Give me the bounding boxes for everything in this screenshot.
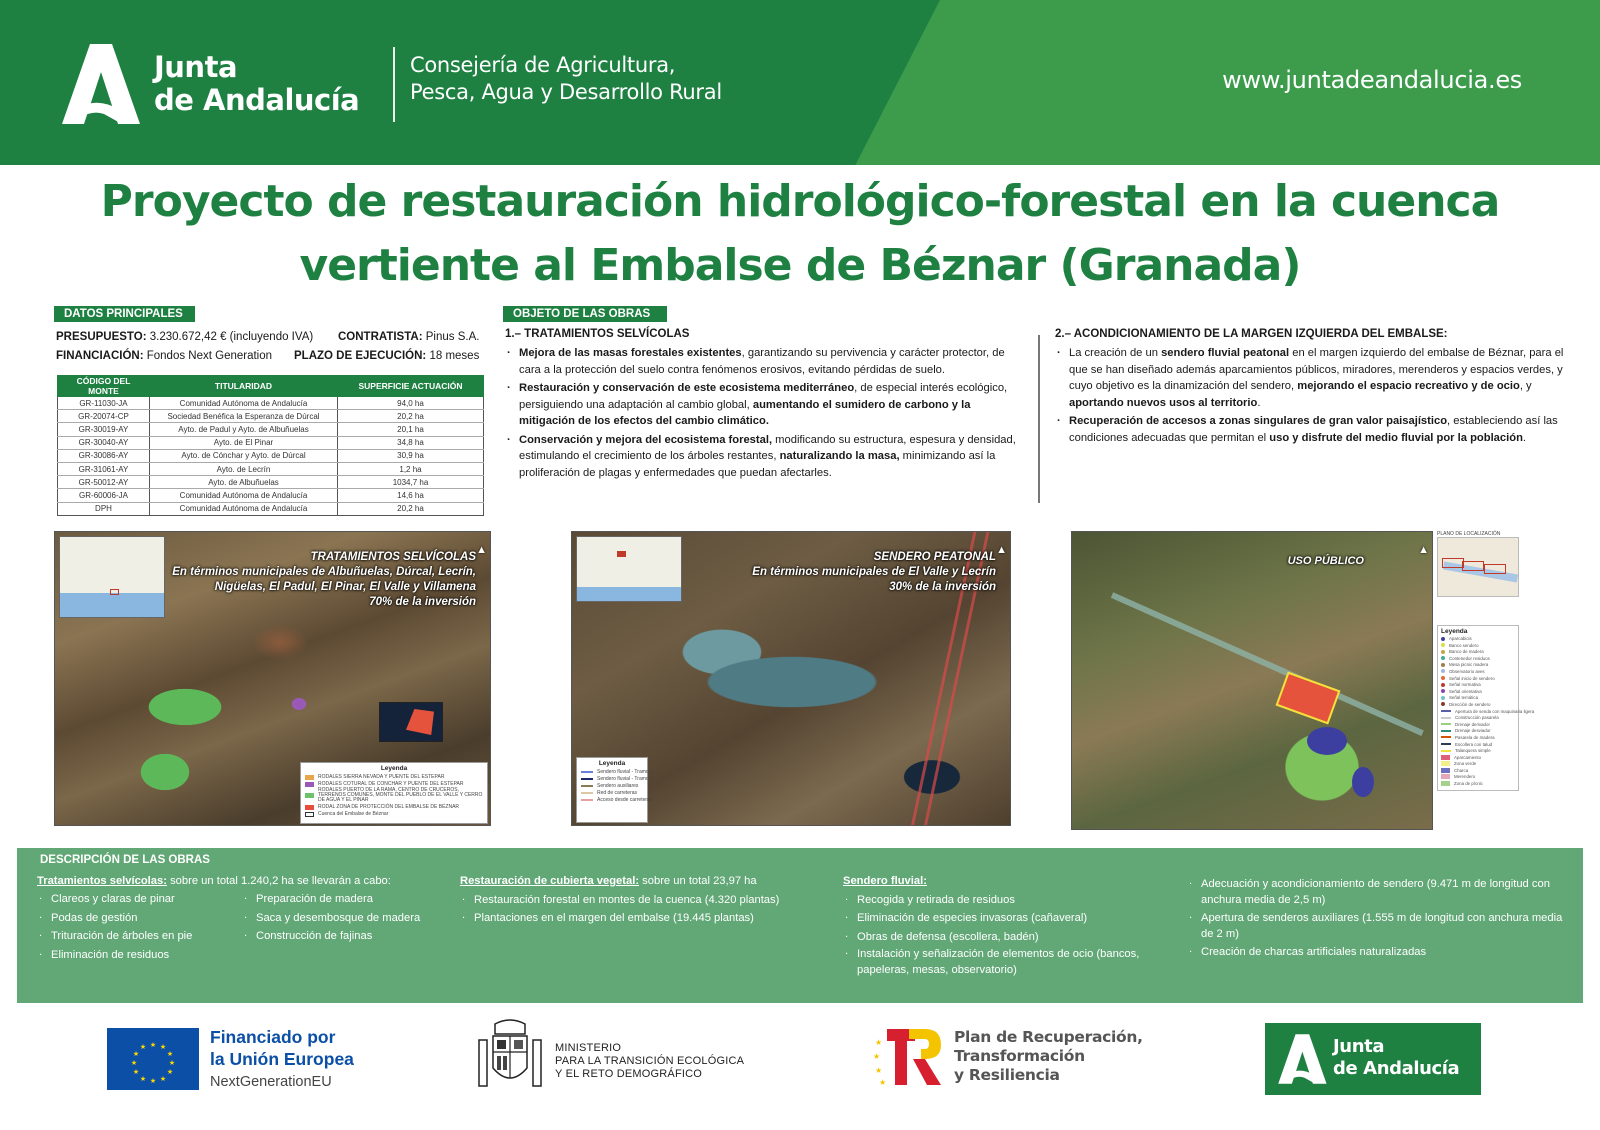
river-path [1111, 592, 1424, 736]
svg-text:★: ★ [159, 1075, 167, 1083]
list-item: . Podas de gestión [37, 909, 237, 928]
plazo-ejecucion: PLAZO DE EJECUCIÓN: 18 meses [294, 350, 480, 362]
col-superficie: SUPERFICIE ACTUACIÓN [338, 376, 484, 397]
svg-text:★: ★ [132, 1068, 140, 1076]
map-3-legend: Leyenda Aparcabicis Banco sendero Banco de madera Contenedor residuos Mesa picnic madera Observatorio aves Señal inicio de sendero Señal normativa Señal orientativa Señal temática Dirección de sendero Apertura de senda con maquinaria ligera Construcción pasarela Drenaje derivador Drenaje desviador Pasarela de madera Escollera con talud Talanquera simple Aparcamiento Zona verde Charca Merendero Zona de pícnic [1437, 625, 1519, 791]
logo-line-2: de Andalucía [154, 83, 360, 117]
table-row: GR-30019-AY Ayto. de Padul y Ayto. de Albuñuelas 20,1 ha [58, 423, 484, 436]
map-sendero-peatonal [571, 531, 1011, 826]
financiacion: FINANCIACIÓN: Fondos Next Generation [56, 350, 273, 362]
map-1-legend: Leyenda RODALES SIERRA NEVADA Y PUENTE DEL ESTEPAR RODALES COTURAL DE CONCHAR Y PUENTE DEL ESTEPAR RODALES PUERTO DE LA RAMA, CENTRO DE CRUCEROS, TERRENOS COMUNES, MONTE DEL PUEBLO DE EL VALLE Y CERRO DE AGUA Y EL PINAR RODAL ZONA DE PROTECCIÓN DEL EMBALSE DE BÉZNAR Cuenca del Embalse de Béznar [300, 762, 488, 824]
location-plan-map [1437, 537, 1519, 597]
website-url: www.juntadeandalucia.es [1222, 66, 1522, 94]
svg-text:★: ★ [166, 1068, 174, 1076]
map-3-caption: USO PÚBLICO [1287, 555, 1364, 567]
eu-flag-icon [107, 1028, 199, 1090]
list-item: . Obras de defensa (escollera, badén) [843, 928, 1163, 947]
table-row: GR-30040-AY Ayto. de El Pinar 34,8 ha [58, 436, 484, 449]
ministerio-text: MINISTERIO PARA LA TRANSICIÓN ECOLÓGICA Y EL RETO DEMOGRÁFICO [555, 1042, 745, 1080]
table-row: GR-50012-AY Ayto. de Albuñuelas 1034,7 ha [58, 476, 484, 489]
list-item: . Eliminación de residuos [37, 946, 237, 965]
sendero-column: Sendero fluvial: . Recogida y retirada de residuos . Eliminación de especies invasoras (cañaveral) . Obras de defensa (escollera, badén) . Instalación y señalización de elementos de ocio (bancos, papeleras, mesas, observatorio) [843, 872, 1163, 980]
list-item: . Conservación y mejora del ecosistema forestal, modificando su estructura, espesura y densidad, estimulando el crecimiento de los árboles restantes, naturalizando la masa, minimizando así la proliferación de plagas y enfermedades que puedan afectarles. [505, 432, 1025, 482]
title-line-1: Proyecto de restauración hidrológico-forestal en la cuenca [100, 176, 1500, 227]
north-arrow-icon: ▲ [476, 544, 487, 556]
junta-andalucia-logo [60, 44, 359, 124]
location-inset-map [59, 536, 165, 618]
location-inset-map [576, 536, 682, 602]
descripcion-obras-band [17, 848, 1583, 1003]
list-item: . Creación de charcas artificiales naturalizadas [1187, 944, 1572, 960]
list-item: . Restauración y conservación de este ecosistema mediterráneo, de especial interés ecológico, persiguiendo una adaptación al cambio global, aumentando el sumidero de carbono y la mitigación de los efectos del cambio climático. [505, 380, 1025, 430]
svg-text:★: ★ [130, 1059, 138, 1067]
map-1-caption: TRATAMIENTOS SELVÍCOLAS En términos municipales de Albuñuelas, Dúrcal, Lecrín, Nigüelas, El Padul, El Pinar, El Valle y Villamena 70% de la inversión [172, 551, 476, 608]
north-arrow-icon: ▲ [1418, 544, 1429, 556]
consejeria-name [410, 52, 722, 106]
list-item: . Saca y desembosque de madera [242, 909, 472, 928]
parking-area [1276, 672, 1341, 725]
list-item: . Recogida y retirada de residuos [843, 891, 1163, 910]
montes-table [57, 375, 484, 516]
table-row: GR-30086-AY Ayto. de Cónchar y Ayto. de Dúrcal 30,9 ha [58, 449, 484, 462]
datos-principales-tag: DATOS PRINCIPALES [54, 306, 195, 322]
table-row: GR-60006-JA Comunidad Autónoma de Andalucía 14,6 ha [58, 489, 484, 502]
list-item: . Trituración de árboles en pie [37, 927, 237, 946]
location-plan: PLANO DE LOCALIZACIÓN [1437, 531, 1519, 597]
list-item: . Adecuación y acondicionamiento de sendero (9.471 m de longitud con anchura media de 2,5 m) [1187, 876, 1572, 908]
list-item: . Plantaciones en el margen del embalse (19.445 plantas) [460, 909, 840, 928]
junta-a-logo-icon [1277, 1034, 1329, 1086]
pond [1307, 727, 1347, 755]
table-row: GR-31061-AY Ayto. de Lecrín 1,2 ha [58, 462, 484, 475]
descripcion-heading: DESCRIPCIÓN DE LAS OBRAS [40, 854, 210, 866]
consejeria-line-1: Consejería de Agricultura, [410, 53, 676, 77]
svg-text:★: ★ [159, 1043, 167, 1051]
svg-text:★: ★ [879, 1078, 887, 1087]
column-divider [1038, 335, 1040, 503]
table-row: GR-11030-JA Comunidad Autónoma de Andalucía 94,0 ha [58, 397, 484, 410]
svg-text:★: ★ [132, 1050, 140, 1058]
svg-text:★: ★ [875, 1066, 883, 1075]
col-codigo: CÓDIGO DEL MONTE [58, 376, 150, 397]
presupuesto: PRESUPUESTO: 3.230.672,42 € (incluyendo IVA) [56, 331, 314, 343]
header-divider [393, 47, 395, 122]
list-item: . Restauración forestal en montes de la cuenca (4.320 plantas) [460, 891, 840, 910]
junta-andalucia-footer-logo: Junta de Andalucía [1265, 1023, 1481, 1095]
list-item: . Mejora de las masas forestales existentes, garantizando su pervivencia y carácter protector, de cara a la protección del suelo contra fenómenos erosivos, evitando pérdidas de suelo. [505, 345, 1025, 378]
map-2-legend: Leyenda Sendero fluvial - Tramo 1 Sendero fluvial - Tramo 2 Sendero auxiliares Red de carreteras Acceso desde carreteras [576, 757, 648, 823]
svg-text:★: ★ [873, 1052, 881, 1061]
svg-text:★: ★ [149, 1077, 157, 1085]
list-item: . Construcción de fajinas [242, 927, 472, 946]
section-2-heading: 2.– ACONDICIONAMIENTO DE LA MARGEN IZQUIERDA DEL EMBALSE: [1055, 328, 1448, 340]
eu-funding-text: Financiado por la Unión Europea NextGenerationEU [210, 1027, 354, 1090]
table-row: GR-20074-CP Sociedad Benéfica la Esperanza de Dúrcal 20,2 ha [58, 410, 484, 423]
title-line-2: vertiente al Embalse de Béznar (Granada) [299, 240, 1301, 291]
svg-text:★: ★ [139, 1043, 147, 1051]
list-item: . Clareos y claras de pinar [37, 890, 237, 909]
embalse-detail [379, 702, 443, 742]
restauracion-column: Restauración de cubierta vegetal: sobre un total 23,97 ha . Restauración forestal en montes de la cuenca (4.320 plantas) . Plantaciones en el margen del embalse (19.445 plantas) [460, 872, 840, 928]
spain-coat-of-arms-icon [475, 1018, 545, 1092]
section-1-heading: 1.– TRATAMIENTOS SELVÍCOLAS [505, 328, 690, 340]
north-arrow-icon: ▲ [996, 544, 1007, 556]
svg-text:★: ★ [149, 1041, 157, 1049]
svg-text:★: ★ [139, 1075, 147, 1083]
svg-text:★: ★ [168, 1059, 176, 1067]
list-item: . Recuperación de accesos a zonas singulares de gran valor paisajístico, estableciendo así las condiciones adecuadas que permitan el uso y disfrute del medio fluvial por la población. [1055, 413, 1575, 446]
section-2-list [1055, 345, 1575, 448]
map-tratamientos-selvicolas [54, 531, 491, 826]
header-banner [0, 0, 1600, 165]
map-2-caption: SENDERO PEATONAL En términos municipales de El Valle y Lecrín 30% de la inversión [752, 551, 996, 593]
sendero-column-2 [1187, 876, 1572, 962]
list-item: . Preparación de madera [242, 890, 472, 909]
section-1-list [505, 345, 1025, 483]
tratamientos-column: Tratamientos selvícolas: sobre un total 1.240,2 ha se llevarán a cabo: . Clareos y claras de pinar . Podas de gestión . Trituración de árboles en pie . Eliminación de residuos . Preparación de madera . Saca y desembosque de madera . Construcción de fajinas [37, 872, 477, 891]
list-item: . La creación de un sendero fluvial peatonal en el margen izquierdo del embalse de Béznar, para el que se han diseñado además aparcamientos públicos, miradores, merenderos y espacios verdes, y cuyo objetivo es la dinamización del sendero, mejorando el espacio recreativo y de ocio, y aportando nuevos usos al territorio. [1055, 345, 1575, 411]
list-item: . Eliminación de especies invasoras (cañaveral) [843, 909, 1163, 928]
svg-text:★: ★ [875, 1038, 883, 1047]
list-item: . Apertura de senderos auxiliares (1.555 m de longitud con anchura media de 2 m) [1187, 910, 1572, 942]
contratista: CONTRATISTA: Pinus S.A. [338, 331, 480, 343]
prtr-logo-icon [873, 1027, 945, 1087]
col-titularidad: TITULARIDAD [150, 376, 338, 397]
map-uso-publico [1071, 531, 1433, 830]
junta-a-logo-icon [60, 44, 144, 124]
prtr-text: Plan de Recuperación, Transformación y Resiliencia [954, 1028, 1143, 1084]
svg-text:★: ★ [166, 1050, 174, 1058]
list-item: . Instalación y señalización de elementos de ocio (bancos, papeleras, mesas, observatorio) [843, 946, 1163, 978]
page-title [0, 170, 1600, 298]
pond [1352, 767, 1374, 797]
logo-line-1: Junta [154, 50, 238, 84]
consejeria-line-2: Pesca, Agua y Desarrollo Rural [410, 80, 722, 104]
table-row: DPH Comunidad Autónoma de Andalucía 20,2 ha [58, 502, 484, 515]
table-header-row [58, 376, 484, 397]
objeto-obras-tag: OBJETO DE LAS OBRAS [503, 306, 667, 322]
